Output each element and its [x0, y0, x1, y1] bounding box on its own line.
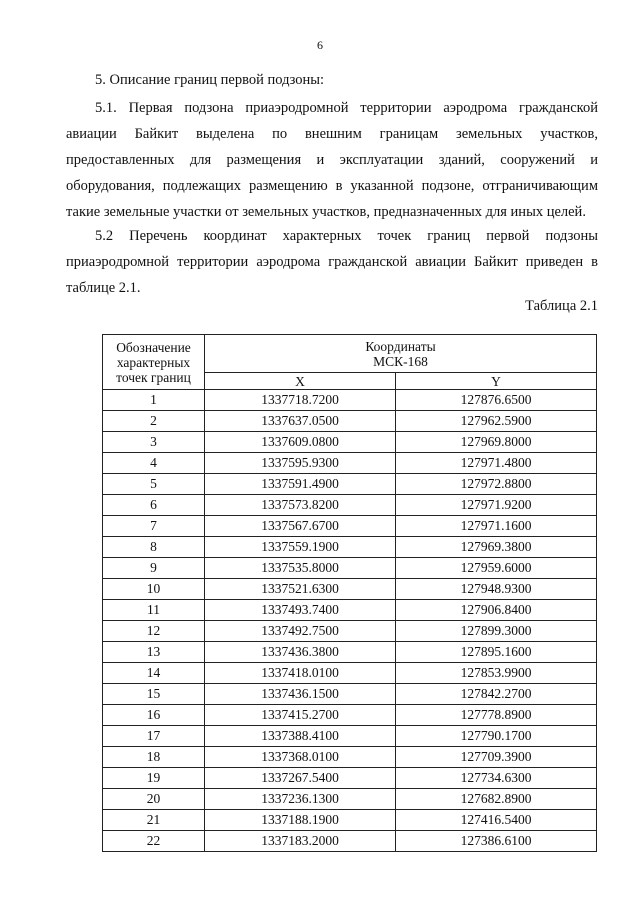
y-coordinate-cell: 127790.1700	[396, 726, 597, 747]
point-number-cell: 18	[103, 747, 205, 768]
coordinates-table	[102, 334, 597, 852]
point-number-cell: 5	[103, 474, 205, 495]
x-coordinate-cell: 1337521.6300	[205, 579, 396, 600]
point-number-cell: 3	[103, 432, 205, 453]
point-number-cell: 12	[103, 621, 205, 642]
point-number-cell: 21	[103, 810, 205, 831]
point-number-cell: 6	[103, 495, 205, 516]
table-row	[103, 663, 597, 684]
point-number-cell: 22	[103, 831, 205, 852]
x-coordinate-cell: 1337595.9300	[205, 453, 396, 474]
paragraph-2: 5.2 Перечень координат характерных точек границ первой подзоны приаэродромной территории аэродрома гражданской авиации Байкит приведен в таблице 2.1.	[66, 228, 598, 296]
table-row	[103, 558, 597, 579]
x-coordinate-cell: 1337183.2000	[205, 831, 396, 852]
header-coordinates-text: Координаты МСК-168	[365, 338, 436, 369]
table-row	[103, 411, 597, 432]
point-number-cell: 13	[103, 642, 205, 663]
x-coordinate-cell: 1337718.7200	[205, 390, 396, 411]
y-coordinate-cell: 127416.5400	[396, 810, 597, 831]
header-coordinates	[205, 335, 597, 373]
table-row	[103, 726, 597, 747]
table-row	[103, 579, 597, 600]
x-coordinate-cell: 1337236.1300	[205, 789, 396, 810]
x-coordinate-cell: 1337188.1900	[205, 810, 396, 831]
y-coordinate-cell: 127386.6100	[396, 831, 597, 852]
y-coordinate-cell: 127906.8400	[396, 600, 597, 621]
point-number-cell: 16	[103, 705, 205, 726]
x-coordinate-cell: 1337415.2700	[205, 705, 396, 726]
y-coordinate-cell: 127971.9200	[396, 495, 597, 516]
y-coordinate-cell: 127709.3900	[396, 747, 597, 768]
point-number-cell: 14	[103, 663, 205, 684]
point-number-cell: 2	[103, 411, 205, 432]
y-coordinate-cell: 127876.6500	[396, 390, 597, 411]
x-coordinate-cell: 1337535.8000	[205, 558, 396, 579]
table-body	[103, 390, 597, 852]
table-row	[103, 768, 597, 789]
paragraph-1: 5.1. Первая подзона приаэродромной территории аэродрома гражданской авиации Байкит выделена по внешним границам земельных участков, предоставленных для размещения и эксплуатации зданий, сооружений и оборудования, подлежащих размещению в указанной подзоне, отграничивающим такие земельные участки от земельных участков, предназначенных для иных целей.	[66, 100, 598, 220]
y-coordinate-cell: 127969.3800	[396, 537, 597, 558]
table-row	[103, 621, 597, 642]
x-coordinate-cell: 1337573.8200	[205, 495, 396, 516]
x-coordinate-cell: 1337591.4900	[205, 474, 396, 495]
y-coordinate-cell: 127959.6000	[396, 558, 597, 579]
section-heading: 5. Описание границ первой подзоны:	[95, 72, 325, 88]
table-row	[103, 747, 597, 768]
header-x: X	[205, 373, 396, 390]
y-coordinate-cell: 127853.9900	[396, 663, 597, 684]
point-number-cell: 7	[103, 516, 205, 537]
y-coordinate-cell: 127842.2700	[396, 684, 597, 705]
x-coordinate-cell: 1337492.7500	[205, 621, 396, 642]
x-coordinate-cell: 1337368.0100	[205, 747, 396, 768]
point-number-cell: 11	[103, 600, 205, 621]
x-coordinate-cell: 1337609.0800	[205, 432, 396, 453]
point-number-cell: 9	[103, 558, 205, 579]
point-number-cell: 19	[103, 768, 205, 789]
point-number-cell: 8	[103, 537, 205, 558]
table-row	[103, 537, 597, 558]
table-row	[103, 705, 597, 726]
table-row	[103, 516, 597, 537]
table-row	[103, 495, 597, 516]
table-row	[103, 831, 597, 852]
y-coordinate-cell: 127962.5900	[396, 411, 597, 432]
y-coordinate-cell: 127971.1600	[396, 516, 597, 537]
y-coordinate-cell: 127948.9300	[396, 579, 597, 600]
point-number-cell: 10	[103, 579, 205, 600]
table-row	[103, 684, 597, 705]
point-number-cell: 4	[103, 453, 205, 474]
header-y: Y	[396, 373, 597, 390]
table-row	[103, 600, 597, 621]
header-point-label: Обозначение характерных точек границ	[103, 335, 205, 390]
y-coordinate-cell: 127682.8900	[396, 789, 597, 810]
x-coordinate-cell: 1337559.1900	[205, 537, 396, 558]
y-coordinate-cell: 127778.8900	[396, 705, 597, 726]
point-number-cell: 15	[103, 684, 205, 705]
table-row	[103, 474, 597, 495]
table-row	[103, 453, 597, 474]
table-row	[103, 432, 597, 453]
x-coordinate-cell: 1337637.0500	[205, 411, 396, 432]
y-coordinate-cell: 127734.6300	[396, 768, 597, 789]
table-caption: Таблица 2.1	[525, 298, 598, 314]
x-coordinate-cell: 1337436.1500	[205, 684, 396, 705]
table-row	[103, 789, 597, 810]
table-row	[103, 810, 597, 831]
y-coordinate-cell: 127971.4800	[396, 453, 597, 474]
x-coordinate-cell: 1337493.7400	[205, 600, 396, 621]
y-coordinate-cell: 127895.1600	[396, 642, 597, 663]
point-number-cell: 1	[103, 390, 205, 411]
point-number-cell: 17	[103, 726, 205, 747]
y-coordinate-cell: 127899.3000	[396, 621, 597, 642]
x-coordinate-cell: 1337436.3800	[205, 642, 396, 663]
x-coordinate-cell: 1337418.0100	[205, 663, 396, 684]
y-coordinate-cell: 127969.8000	[396, 432, 597, 453]
y-coordinate-cell: 127972.8800	[396, 474, 597, 495]
page-number: 6	[317, 38, 323, 52]
x-coordinate-cell: 1337567.6700	[205, 516, 396, 537]
x-coordinate-cell: 1337267.5400	[205, 768, 396, 789]
table-row	[103, 642, 597, 663]
x-coordinate-cell: 1337388.4100	[205, 726, 396, 747]
table-row	[103, 390, 597, 411]
point-number-cell: 20	[103, 789, 205, 810]
